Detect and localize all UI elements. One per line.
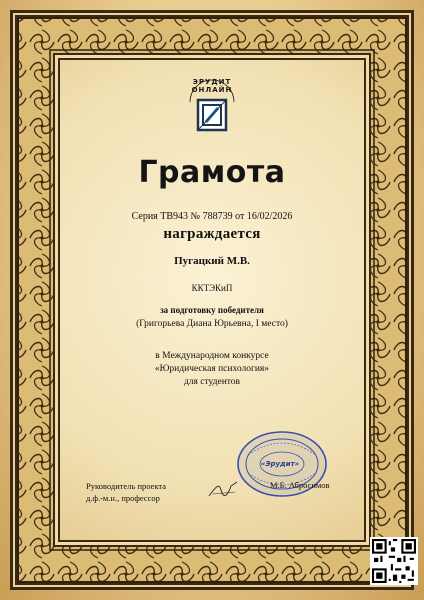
handwritten-signature-icon — [207, 478, 241, 500]
role-line-1: Руководитель проекта — [86, 481, 167, 491]
recipient-name: Пугацкий М.В. — [174, 255, 250, 267]
signatory-role — [86, 480, 166, 504]
winner-details: (Григорьева Диана Юрьевна, I место) — [136, 319, 288, 329]
role-line-2: д.ф.-м.н., профессор — [86, 493, 160, 503]
organization: ККТЭКиП — [191, 283, 233, 293]
certificate-title: Грамота — [138, 155, 286, 190]
qr-code-icon — [370, 537, 418, 585]
stamp-text: «Эрудит» — [260, 460, 300, 468]
logo-text: ЭРУДИТ ОНЛАЙН — [191, 78, 233, 94]
award-reason: за подготовку победителя — [160, 305, 264, 315]
awarded-heading: награждается — [163, 226, 261, 242]
contest-line-2: «Юридическая психология» — [154, 364, 270, 374]
series-number: Серия ТВ943 № 788739 от 16/02/2026 — [131, 211, 293, 222]
contest-line-1: в Международном конкурсе — [155, 351, 269, 361]
contest-line-3: для студентов — [183, 377, 241, 387]
signatory-name: М.Б. Абросимов — [270, 480, 330, 490]
